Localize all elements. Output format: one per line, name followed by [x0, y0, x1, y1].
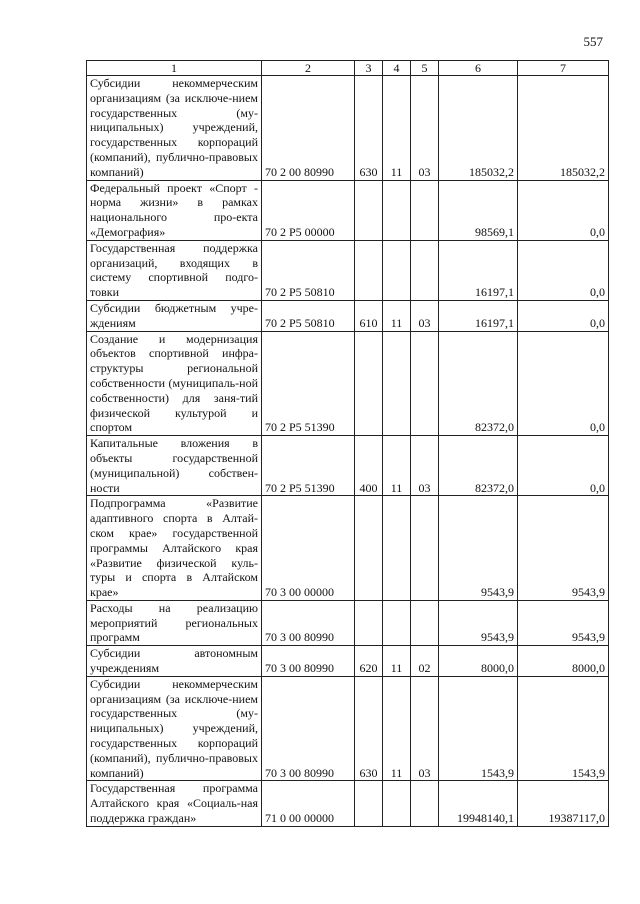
header-row	[87, 61, 609, 76]
cell-name: Субсидии некоммерческим организациям (за исключе-нием государственных (му-ниципальных) учреждений, государственных корпораций (компаний), публично-правовых компаний)	[87, 76, 262, 181]
cell-col-7: 0,0	[518, 331, 609, 436]
cell-col-6: 9543,9	[439, 496, 518, 601]
cell-col-7: 0,0	[518, 240, 609, 300]
header-col-7: 7	[518, 61, 609, 76]
cell-col-7: 19387117,0	[518, 781, 609, 826]
cell-name: Создание и модернизация объектов спортивной инфра-структуры региональной собственности (муниципаль-ной собственности) для заня-тий физической культурой и спортом	[87, 331, 262, 436]
cell-col-5: 03	[411, 676, 439, 781]
cell-col-4: 11	[383, 76, 411, 181]
cell-code: 71 0 00 00000	[262, 781, 355, 826]
cell-code: 70 3 00 80990	[262, 676, 355, 781]
cell-col-7: 8000,0	[518, 646, 609, 677]
cell-col-5	[411, 240, 439, 300]
cell-name: Субсидии автономным учреждениям	[87, 646, 262, 677]
cell-col-6: 98569,1	[439, 180, 518, 240]
cell-col-3	[355, 240, 383, 300]
cell-col-6: 82372,0	[439, 331, 518, 436]
header-col-4: 4	[383, 61, 411, 76]
cell-name: Федеральный проект «Спорт - норма жизни» в рамках национального про-екта «Демография»	[87, 180, 262, 240]
cell-col-6: 9543,9	[439, 600, 518, 645]
cell-code: 70 2 00 80990	[262, 76, 355, 181]
cell-col-6: 82372,0	[439, 436, 518, 496]
cell-code: 70 3 00 80990	[262, 600, 355, 645]
cell-col-4	[383, 496, 411, 601]
cell-col-3: 630	[355, 76, 383, 181]
header-col-1: 1	[87, 61, 262, 76]
cell-col-4	[383, 240, 411, 300]
table-row	[87, 240, 609, 300]
cell-name: Государственная поддержка организаций, входящих в систему спортивной подго-товки	[87, 240, 262, 300]
table-row	[87, 781, 609, 826]
cell-col-4	[383, 600, 411, 645]
table-row	[87, 76, 609, 181]
cell-col-7: 0,0	[518, 436, 609, 496]
table-row	[87, 436, 609, 496]
cell-col-6: 19948140,1	[439, 781, 518, 826]
cell-col-5	[411, 180, 439, 240]
page-number: 557	[583, 34, 603, 49]
cell-col-5	[411, 331, 439, 436]
cell-name: Капитальные вложения в объекты государственной (муниципальной) собствен-ности	[87, 436, 262, 496]
cell-col-7: 1543,9	[518, 676, 609, 781]
table-row	[87, 646, 609, 677]
cell-col-4	[383, 180, 411, 240]
cell-col-6: 8000,0	[439, 646, 518, 677]
cell-col-7: 185032,2	[518, 76, 609, 181]
cell-col-4: 11	[383, 646, 411, 677]
cell-code: 70 3 00 00000	[262, 496, 355, 601]
cell-col-3	[355, 781, 383, 826]
cell-col-7: 0,0	[518, 300, 609, 331]
cell-col-5	[411, 781, 439, 826]
cell-col-4	[383, 781, 411, 826]
cell-name: Субсидии некоммерческим организациям (за исключе-нием государственных (му-ниципальных) учреждений, государственных корпораций (компаний), публично-правовых компаний)	[87, 676, 262, 781]
table-row	[87, 300, 609, 331]
cell-name: Расходы на реализацию мероприятий региональных программ	[87, 600, 262, 645]
table-row	[87, 331, 609, 436]
cell-col-3	[355, 331, 383, 436]
cell-col-4	[383, 331, 411, 436]
cell-col-4: 11	[383, 300, 411, 331]
header-col-3: 3	[355, 61, 383, 76]
cell-col-6: 16197,1	[439, 300, 518, 331]
table-body	[87, 76, 609, 827]
table-row	[87, 180, 609, 240]
header-col-5: 5	[411, 61, 439, 76]
cell-name: Субсидии бюджетным учре-ждениям	[87, 300, 262, 331]
cell-col-7: 9543,9	[518, 496, 609, 601]
header-col-2: 2	[262, 61, 355, 76]
cell-col-3	[355, 496, 383, 601]
cell-code: 70 2 P5 51390	[262, 331, 355, 436]
cell-col-3: 610	[355, 300, 383, 331]
cell-col-6: 185032,2	[439, 76, 518, 181]
cell-col-3: 620	[355, 646, 383, 677]
table-row	[87, 496, 609, 601]
cell-name: Государственная программа Алтайского края «Социаль-ная поддержка граждан»	[87, 781, 262, 826]
table-row	[87, 600, 609, 645]
table-header	[87, 61, 609, 76]
cell-col-5: 03	[411, 300, 439, 331]
cell-code: 70 3 00 80990	[262, 646, 355, 677]
cell-code: 70 2 P5 51390	[262, 436, 355, 496]
cell-col-5	[411, 496, 439, 601]
cell-col-5: 03	[411, 436, 439, 496]
cell-col-3: 400	[355, 436, 383, 496]
cell-col-3: 630	[355, 676, 383, 781]
cell-col-5: 03	[411, 76, 439, 181]
cell-col-4: 11	[383, 676, 411, 781]
cell-col-7: 9543,9	[518, 600, 609, 645]
cell-code: 70 2 P5 50810	[262, 300, 355, 331]
table-row	[87, 676, 609, 781]
cell-col-7: 0,0	[518, 180, 609, 240]
cell-col-3	[355, 180, 383, 240]
cell-col-5	[411, 600, 439, 645]
cell-code: 70 2 P5 50810	[262, 240, 355, 300]
header-col-6: 6	[439, 61, 518, 76]
budget-table	[86, 60, 609, 827]
cell-col-6: 16197,1	[439, 240, 518, 300]
cell-code: 70 2 P5 00000	[262, 180, 355, 240]
cell-col-4: 11	[383, 436, 411, 496]
cell-col-3	[355, 600, 383, 645]
cell-col-5: 02	[411, 646, 439, 677]
cell-name: Подпрограмма «Развитие адаптивного спорта в Алтай-ском крае» государственной программы Алтайского края «Развитие физической куль-туры и спорта в Алтайском крае»	[87, 496, 262, 601]
cell-col-6: 1543,9	[439, 676, 518, 781]
